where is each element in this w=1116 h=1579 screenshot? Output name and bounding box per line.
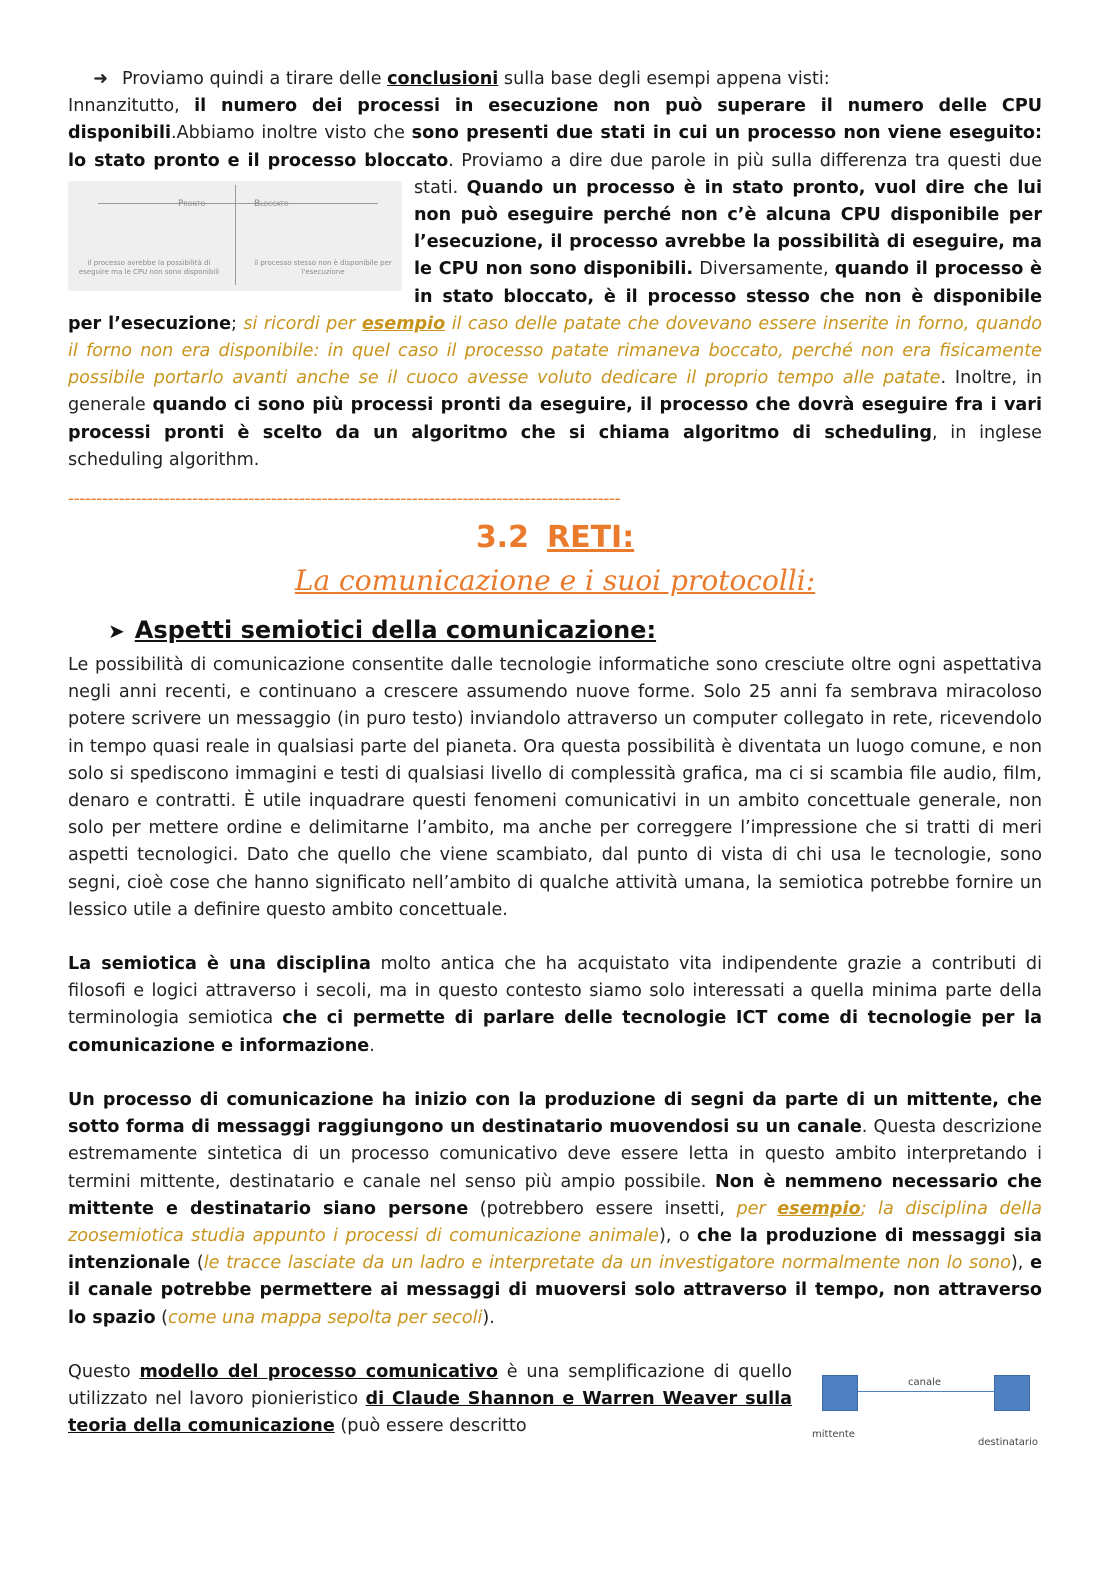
section-divider: -------------------------------------------------------------------------------------------------- xyxy=(68,489,621,510)
arrowhead-icon: ➤ xyxy=(108,619,125,644)
figure-caption-right: il processo stesso non è disponibile per l'esecuzione xyxy=(254,258,392,276)
sender-label: mittente xyxy=(812,1428,855,1440)
arrow-right-icon: ➜ xyxy=(93,69,108,89)
semiotics-definition-paragraph: La semiotica è una disciplina molto antica che ha acquistato vita indipendente grazie a contributi di filosofi e logici attraverso i secoli, ma in questo contesto siamo solo interessati a quella minima parte della terminologia semiotica che ci permette di parlare delle tecnologie ICT come di tecnologie per la comunicazione e informazione. xyxy=(68,954,1042,1056)
figure-label-pronto: Pronto xyxy=(178,198,206,209)
document-page xyxy=(68,66,1042,1463)
figure-caption-left: il processo avrebbe la possibilità di eseguire ma le CPU non sono disponibili xyxy=(78,258,220,276)
shannon-weaver-paragraph: canale mittente destinatario Questo modello del processo comunicativo è una semplificazione di quello utilizzato nel lavoro pionieristico di Claude Shannon e Warren Weaver sulla teoria della comunicazione (può essere descritto xyxy=(68,1359,1042,1441)
channel-line xyxy=(858,1391,994,1392)
subsection-heading: ➤ Aspetti semiotici della comunicazione: xyxy=(108,616,657,645)
communication-process-paragraph: Un processo di comunicazione ha inizio con la produzione di segni da parte di un mittente, che sotto forma di messaggi raggiungono un destinatario muovendosi su un canale. Questa descrizione estremamente sintetica di un processo comunicativo deve essere letta in questo ambito interpretando i termini mittente, destinatario e canale nel senso più ampio possibile. Non è nemmeno necessario che mittente e destinatario siano persone (potrebbero essere insetti, per esempio; la disciplina della zoosemiotica studia appunto i processi di comunicazione animale), o che la produzione di messaggi sia intenzionale (le tracce lasciate da un ladro e interpretate da un investigatore normalmente non lo sono), e il canale potrebbe permettere ai messaggi di muoversi solo attraverso il tempo, non attraverso lo spazio (come una mappa sepolta per secoli). xyxy=(68,1089,1042,1328)
states-figure xyxy=(68,181,402,291)
receiver-label: destinatario xyxy=(978,1436,1038,1448)
conclusions-paragraph: ➜ Proviamo quindi a tirare delle conclusioni sulla base degli esempi appena visti: Innanzitutto, il numero dei processi in esecuzione non può superare il numero delle CPU disponibili.Abbiamo inoltre visto che sono presenti due stati in cui un processo non viene eseguito: lo stato pronto e il processo bloccato. Proviamo a dire due parole in più sulla differenza tra questi due stati. Pronto Bloccato il processo avrebbe la possibilità di eseguire ma le CPU non sono disponibili il processo stesso non è disponibile per l'esecuzione Quando un processo è in stato pronto, vuol dire che lui non può eseguire perché non c’è alcuna CPU disponibile per l’esecuzione, il processo avrebbe la possibilità di eseguire, ma le CPU non sono disponibili. Diversamente, quando il processo è in stato bloccato, è il processo stesso che non è disponibile per l’esecuzione; si ricordi per esempio il caso delle patate che dovevano essere inserite in forno, quando il forno non era disponibile: in quel caso il processo patate rimaneva boccato, perché non era fisicamente possibile portarlo avanti anche se il cuoco avesse voluto dedicare il proprio tempo alle patate. Inoltre, in generale quando ci sono più processi pronti da eseguire, il processo che dovrà eseguire fra i vari processi pronti è scelto da un algoritmo che si chiama algoritmo di scheduling, in inglese scheduling algorithm. xyxy=(68,66,1042,474)
section-subtitle: La comunicazione e i suoi protocolli: xyxy=(294,564,816,598)
receiver-box xyxy=(994,1375,1030,1411)
communication-model-figure xyxy=(812,1363,1052,1463)
semiotics-paragraph: Le possibilità di comunicazione consentite dalle tecnologie informatiche sono cresciute oltre ogni aspettativa negli anni recenti, e continuano a crescere assumendo nuove forme. Solo 25 anni fa sembrava miracoloso potere scrivere un messaggio (in puro testo) inviandolo attraverso un computer collegato in rete, ricevendolo in tempo quasi reale in qualsiasi parte del pianeta. Ora questa possibilità è diventata un luogo comune, e non solo si spediscono immagini e testi di qualsiasi livello di complessità grafica, ma ci si scambia file audio, film, denaro e contratti. È utile inquadrare questi fenomeni comunicativi in un ambito concettuale generale, non solo per mettere ordine e delimitarne l’ambito, ma anche per correggere l’impressione che si tratti di meri aspetti tecnologici. Dato che quello che viene scambiato, dal punto di vista di chi usa le tecnologie, sono segni, cioè cose che hanno significato nell’ambito di qualche attività umana, la semiotica potrebbe fornire un lessico utile a definire questo ambito concettuale. xyxy=(68,655,1042,920)
figure-label-bloccato: Bloccato xyxy=(254,198,289,209)
section-number: 3.2 xyxy=(475,520,529,556)
section-title xyxy=(68,520,1042,560)
channel-label: canale xyxy=(908,1376,942,1388)
sender-box xyxy=(822,1375,858,1411)
section-name: RETI: xyxy=(546,520,635,556)
